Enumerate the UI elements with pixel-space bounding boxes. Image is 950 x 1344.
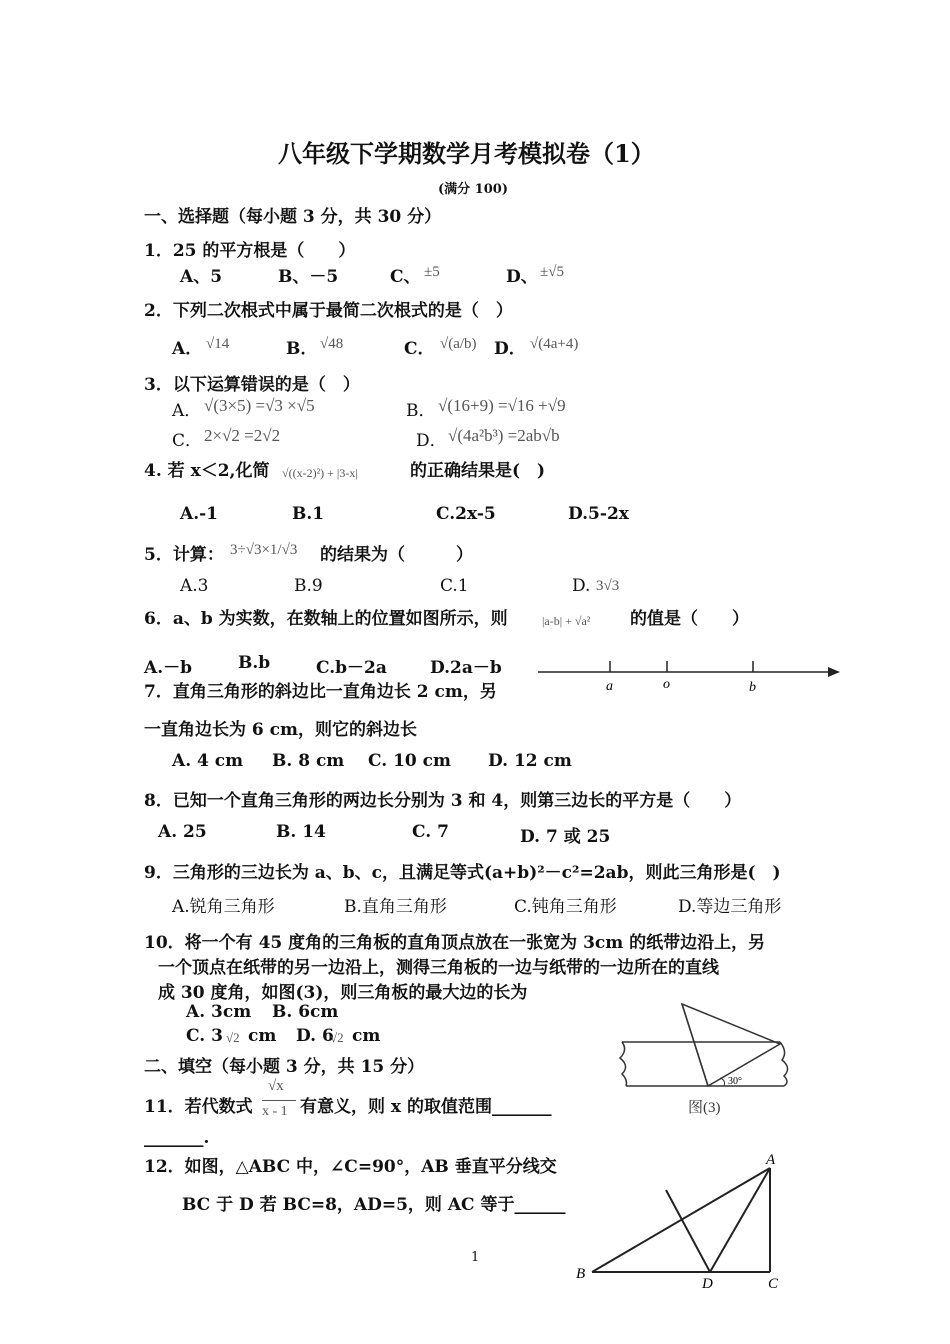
q7-line1: 7．直角三角形的斜边比一直角边长 2 cm，另 (144, 682, 497, 702)
segment-ad (710, 1168, 770, 1272)
q8-stem: 8．已知一个直角三角形的两边长分别为 3 和 4，则第三边长的平方是（ ） (144, 791, 742, 811)
angle-label: 30° (728, 1076, 742, 1087)
q7-option-d: D. 12 cm (488, 751, 572, 771)
q10-option-d-sqrt: √2 (330, 1030, 344, 1045)
q5-option-b: B.9 (294, 576, 323, 596)
q6-stem-post: 的值是（ ） (630, 609, 749, 629)
q6-option-d: D.2a－b (430, 658, 502, 678)
point-a-label: A (766, 1152, 776, 1168)
axis-label-a: a (606, 679, 613, 694)
q4-math: √((x-2)²) + |3-x| (282, 466, 358, 480)
q2-label-c: C． (404, 339, 435, 359)
q2-label-a: A． (172, 339, 203, 359)
q4-option-c: C.2x-5 (436, 504, 496, 524)
q8-option-c: C. 7 (412, 822, 449, 842)
q1-option-b: B、－5 (278, 267, 339, 287)
q4-option-d: D.5-2x (568, 504, 629, 524)
q8-option-a: A. 25 (158, 822, 207, 842)
q5-math: 3÷√3×1/√3 (230, 542, 298, 558)
q1-option-d: D、 (506, 267, 538, 287)
q3-math-a: √(3×5) =√3 ×√5 (204, 396, 315, 415)
page-title: 八年级下学期数学月考模拟卷（1） (278, 139, 655, 168)
figure-3-paper-strip (612, 1000, 802, 1120)
q4-option-b: B.1 (292, 504, 325, 524)
q10-option-b: B. 6cm (272, 1002, 339, 1022)
q7-option-c: C. 10 cm (368, 751, 451, 771)
q3-math-b: √(16+9) =√16 +√9 (438, 396, 566, 415)
q6-option-b: B.b (238, 653, 271, 673)
point-d-label: D (702, 1276, 713, 1292)
number-line-arrow (828, 667, 840, 677)
figure-3-caption: 图(3) (688, 1100, 721, 1116)
q10-option-c: C. 3 (186, 1026, 223, 1046)
q10-option-d: D. 6 (296, 1026, 334, 1046)
q4-stem-post: 的正确结果是( ) (410, 461, 546, 481)
q9-stem: 9．三角形的三边长为 a、b、c，且满足等式(a+b)²－c²=2ab，则此三角形是( ) (144, 863, 781, 883)
q6-stem-pre: 6．a、b 为实数，在数轴上的位置如图所示，则 (144, 609, 508, 629)
strip-right-tear (780, 1042, 788, 1086)
page-number: 1 (471, 1250, 480, 1265)
q10-option-a: A. 3cm (186, 1002, 252, 1022)
q12-line1: 12．如图，△ABC 中，∠C=90°，AB 垂直平分线交 (144, 1157, 557, 1177)
q2-label-b: B． (286, 339, 318, 359)
q5-option-d: D. (572, 576, 591, 596)
point-b-label: B (576, 1266, 586, 1282)
q1-stem: 1．25 的平方根是（ ） (144, 241, 356, 261)
q6-math: |a-b| + √a² (542, 614, 591, 628)
q3-math-c: 2×√2 =2√2 (204, 426, 281, 445)
q2-label-d: D． (494, 339, 526, 359)
axis-label-o: o (663, 677, 670, 692)
q2-math-a: √14 (206, 336, 230, 352)
q5-stem-pre: 5．计算： (144, 545, 224, 565)
q12-line2: BC 于 D 若 BC=8，AD=5，则 AC 等于______ (182, 1195, 566, 1215)
q1-option-d-math: ±√5 (540, 264, 564, 280)
q7-option-b: B. 8 cm (272, 751, 345, 771)
q3-label-b: B． (406, 401, 436, 421)
q8-option-b: B. 14 (276, 822, 326, 842)
q5-option-a: A.3 (180, 576, 209, 596)
q3-label-c: C． (172, 431, 203, 451)
q10-option-c-sqrt: √2 (226, 1030, 240, 1045)
q10-line2: 一个顶点在纸带的另一边沿上，测得三角板的一边与纸带的一边所在的直线 (158, 958, 719, 978)
section-heading-choice: 一、选择题（每小题 3 分，共 30 分） (144, 207, 442, 227)
q10-line1: 10．将一个有 45 度角的三角板的直角顶点放在一张宽为 3cm 的纸带边沿上，另 (144, 933, 766, 953)
q9-option-b: B.直角三角形 (344, 897, 447, 917)
q7-option-a: A. 4 cm (172, 751, 244, 771)
q2-math-d: √(4a+4) (530, 336, 579, 352)
q9-option-c: C.钝角三角形 (514, 897, 617, 917)
q1-option-c: C、 (390, 267, 421, 287)
q11-fraction-denominator: x - 1 (262, 1104, 288, 1119)
q1-option-a: A、5 (180, 267, 223, 287)
triangle-set-square (682, 1004, 780, 1086)
triangle-abc-figure (570, 1148, 790, 1292)
q4-stem-pre: 4. 若 x＜2,化简 (144, 461, 270, 481)
number-line-figure (530, 652, 850, 696)
q10-option-c-unit: cm (248, 1026, 277, 1046)
axis-label-b: b (749, 680, 756, 695)
q9-option-a: A.锐角三角形 (172, 897, 275, 917)
q9-option-d: D.等边三角形 (678, 897, 782, 917)
q4-option-a: A.-1 (180, 504, 218, 524)
q2-stem: 2．下列二次根式中属于最简二次根式的是（ ） (144, 301, 513, 321)
page-subtitle: (满分 100) (438, 182, 508, 197)
triangle-leg (682, 1004, 708, 1086)
perpendicular-bisector (666, 1190, 710, 1272)
q5-option-c: C.1 (440, 576, 469, 596)
q2-math-c: √(a/b) (440, 336, 477, 352)
q11-line2: _______. (144, 1128, 210, 1148)
q8-option-d: D. 7 或 25 (520, 827, 611, 847)
q3-label-a: A． (172, 401, 202, 421)
q11-fraction-numerator: √x (268, 1078, 284, 1094)
q1-option-c-math: ±5 (424, 264, 440, 280)
q3-label-d: D． (416, 431, 447, 451)
q10-line3: 成 30 度角，如图(3)，则三角板的最大边的长为 (158, 983, 528, 1003)
q11-fraction-bar (262, 1100, 296, 1101)
q3-stem: 3．以下运算错误的是（ ） (144, 375, 360, 395)
q6-option-a: A.－b (144, 658, 192, 678)
strip-left-tear (620, 1042, 627, 1086)
q5-option-d-math: 3√3 (596, 578, 620, 594)
q2-math-b: √48 (320, 336, 344, 352)
q11-stem-post: 有意义，则 x 的取值范围_______ (300, 1097, 552, 1117)
section-heading-fill: 二、填空（每小题 3 分，共 15 分） (144, 1057, 425, 1077)
q3-math-d: √(4a²b³) =2ab√b (448, 426, 560, 445)
q11-stem-pre: 11．若代数式 (144, 1097, 253, 1117)
q6-option-c: C.b－2a (316, 658, 387, 678)
point-c-label: C (768, 1276, 779, 1292)
q7-line2: 一直角边长为 6 cm，则它的斜边长 (144, 720, 418, 740)
q10-option-d-unit: cm (352, 1026, 381, 1046)
q5-stem-post: 的结果为（ ） (320, 545, 473, 565)
